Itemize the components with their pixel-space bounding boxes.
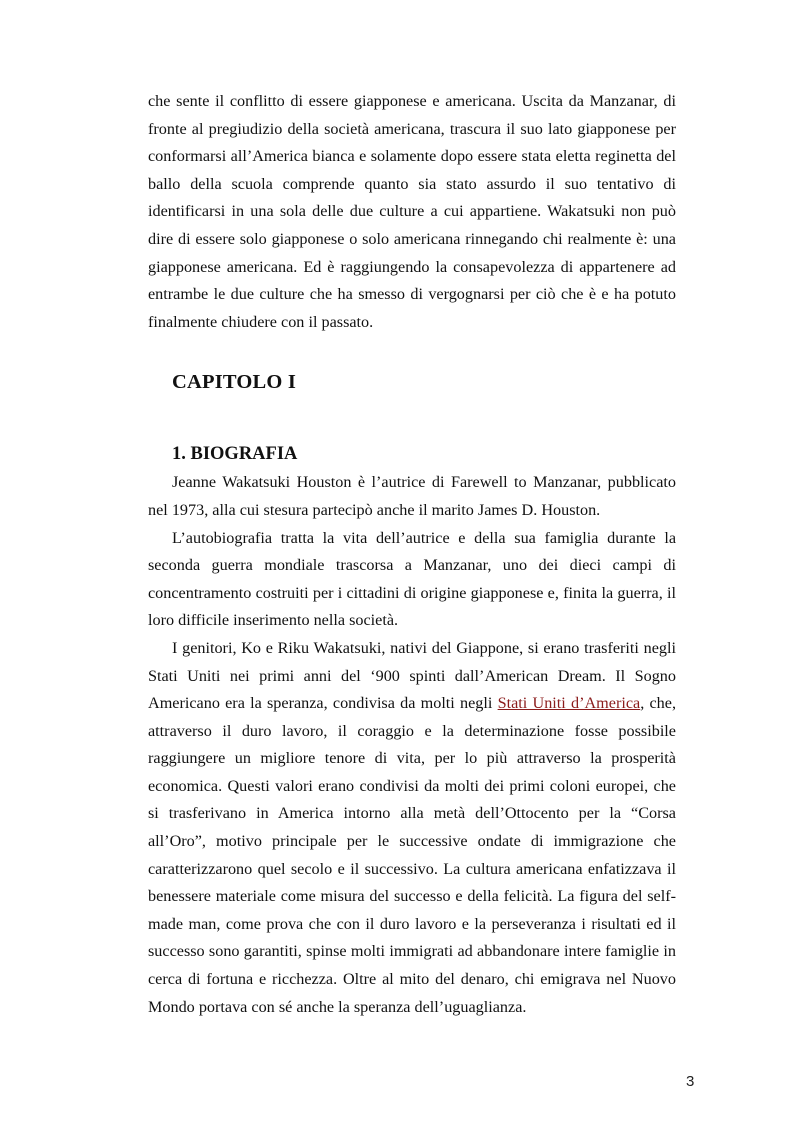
biography-paragraph-1: Jeanne Wakatsuki Houston è l’autrice di Farewell to Manzanar, pubblicato nel 1973, alla cui stesura partecipò anche il marito James D. Houston. <box>148 473 676 519</box>
paragraph-3-text-end: , che, attraverso il duro lavoro, il coraggio e la determinazione fosse possibile raggiungere un migliore tenore di vita, per lo più attraverso la prosperità economica. Questi valori erano condivisi da molti dei primi coloni europei, che si trasferivano in America intorno alla metà dell’Ottocento per la “Corsa all’Oro”, motivo principale per le successive ondate di immigrazione che caratterizzarono quel secolo e il successivo. La cultura americana enfatizzava il benessere materiale come misura del successo e della felicità. La figura del self-made man, come prova che con il duro lavoro e la perseveranza i risultati ed il successo sono garantiti, spinse molti immigrati ad abbandonare intere famiglie in cerca di fortuna e ricchezza. Oltre al mito del denaro, chi emigrava nel Nuovo Mondo portava con sé anche la speranza dell’uguaglianza. <box>148 694 676 1016</box>
section-heading: 1. BIOGRAFIA <box>172 444 298 465</box>
document-page <box>148 88 676 1021</box>
intro-paragraph: che sente il conflitto di essere giapponese e americana. Uscita da Manzanar, di fronte al pregiudizio della società americana, trascura il suo lato giapponese per conformarsi all’America bianca e solamente dopo essere stata eletta reginetta del ballo della scuola comprende quanto sia stato assurdo il suo tentativo di identificarsi in una sola delle due culture a cui appartiene. Wakatsuki non può dire di essere solo giapponese o solo americana rinnegando chi realmente è: una giapponese americana. Ed è raggiungendo la consapevolezza di appartenere ad entrambe le due culture che ha smesso di vergognarsi per ciò che è e ha potuto finalmente chiudere con il passato. <box>148 92 676 331</box>
biography-paragraph-2: L’autobiografia tratta la vita dell’autrice e della sua famiglia durante la seconda guerra mondiale trascorsa a Manzanar, uno dei dieci campi di concentramento costruiti per i cittadini di origine giapponese e, finita la guerra, il loro difficile inserimento nella società. <box>148 528 676 630</box>
paragraph-3-text-start: I genitori, Ko e Riku Wakatsuki, nativi del Giappone, si erano trasferiti negli Stati Uniti nei primi anni del ‘900 spinti dall’American Dream. Il Sogno Americano era la speranza, condivisa da molti negli <box>148 638 676 713</box>
page-number: 3 <box>686 1073 695 1090</box>
biography-paragraph-3 <box>148 635 676 1021</box>
usa-link[interactable]: Stati Uniti d’America <box>497 694 641 713</box>
chapter-heading: CAPITOLO I <box>172 371 297 394</box>
